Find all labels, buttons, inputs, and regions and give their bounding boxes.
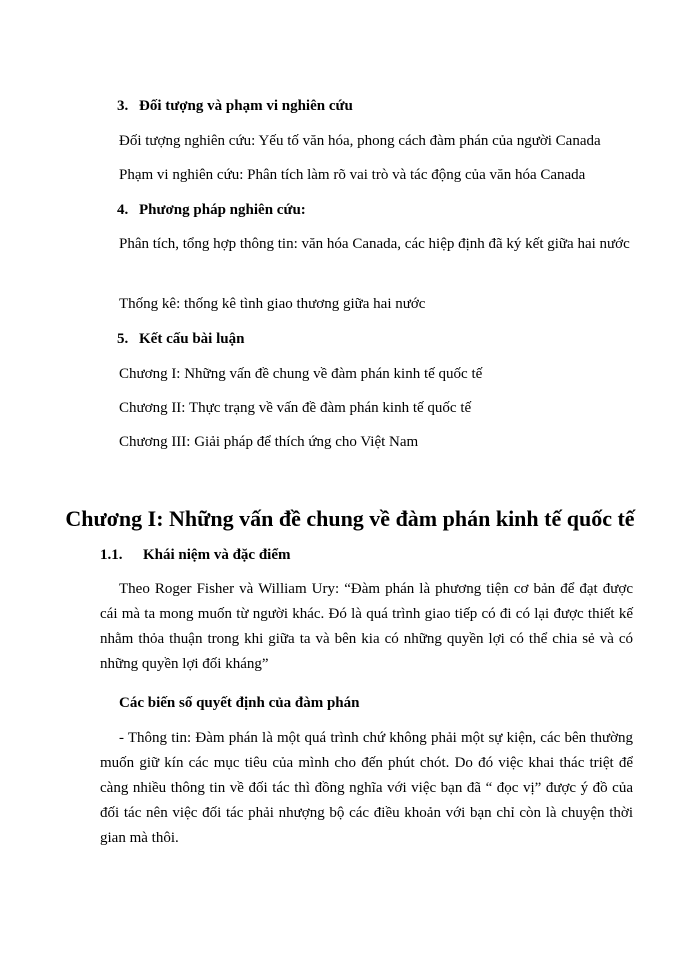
subsection-1-1-heading — [100, 545, 291, 565]
structure-chapter-1-line: Chương I: Những vấn đề chung về đàm phán kinh tế quốc tế — [119, 366, 483, 382]
subsection-1-1-number: 1.1. — [100, 547, 123, 563]
section-3-title: Đối tượng và phạm vi nghiên cứu — [139, 98, 353, 114]
section-4-number: 4. — [117, 202, 129, 218]
section-5-number: 5. — [117, 331, 129, 347]
section-3-number: 3. — [117, 98, 129, 114]
structure-chapter-3-line: Chương III: Giải pháp để thích ứng cho Việt Nam — [119, 434, 419, 450]
structure-chapter-2-line: Chương II: Thực trạng về vấn đề đàm phán kinh tế quốc tế — [119, 400, 472, 416]
definition-quote-paragraph: Theo Roger Fisher và William Ury: “Đàm phán là phương tiện cơ bản để đạt được cái mà ta mong muốn từ người khác. Đó là quá trình giao tiếp có đi có lại được thiết kế nhằm thỏa thuận trong khi giữa ta và bên kia có những quyền lợi có thể chia sẻ và có những quyền lợi đối kháng” — [100, 581, 633, 672]
section-4-heading — [117, 200, 306, 220]
section-5-title: Kết cấu bài luận — [139, 331, 245, 347]
negotiation-variables-heading: Các biến số quyết định của đàm phán — [119, 695, 360, 711]
chapter-1-title: Chương I: Những vấn đề chung về đàm phán kinh tế quốc tế — [65, 506, 635, 531]
research-object-line: Đối tượng nghiên cứu: Yếu tố văn hóa, phong cách đàm phán của người Canada — [119, 133, 601, 149]
information-variable-paragraph: - Thông tin: Đàm phán là một quá trình chứ không phải một sự kiện, các bên thường muốn giữ kín các mục tiêu của mình cho đến phút chót. Do đó việc khai thác triệt để càng nhiều thông tin về đối tác thì đồng nghĩa với việc bạn đã “ đọc vị” được ý đồ của đối tác nên việc đối tác phải nhượng bộ các điều khoản với bạn chỉ còn là chuyện thời gian mà thôi. — [100, 730, 633, 846]
section-4-title: Phương pháp nghiên cứu: — [139, 202, 306, 218]
subsection-1-1-title: Khái niệm và đặc điểm — [143, 547, 291, 563]
method-analysis-paragraph: Phân tích, tổng hợp thông tin: văn hóa Canada, các hiệp định đã ký kết giữa hai nước — [119, 236, 630, 252]
section-3-heading — [117, 96, 353, 116]
method-statistics-line: Thống kê: thống kê tình giao thương giữa hai nước — [119, 296, 426, 312]
research-scope-line: Phạm vi nghiên cứu: Phân tích làm rõ vai trò và tác động của văn hóa Canada — [119, 167, 586, 183]
section-5-heading — [117, 329, 244, 349]
